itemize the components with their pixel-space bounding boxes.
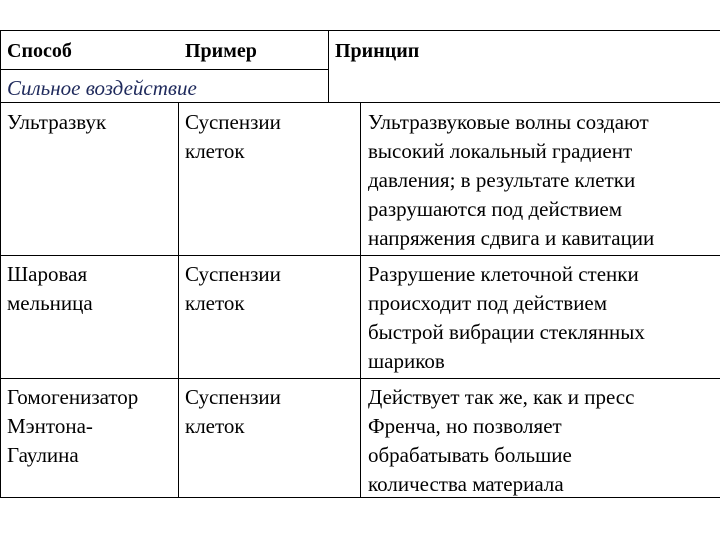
row3-example: Суспензии клеток	[185, 385, 281, 438]
header-principle: Принцип	[335, 40, 420, 62]
row2-principle: Разрушение клеточной стенки происходит под действием быстрой вибрации стеклянных шариков	[368, 262, 645, 373]
column-divider-1	[178, 102, 179, 498]
row3-principle: Действует так же, как и пресс Френча, но позволяет обрабатывать большие количества материала	[368, 385, 635, 496]
column-divider-header	[328, 30, 329, 103]
header-method: Способ	[7, 40, 72, 62]
row1-method: Ультразвук	[7, 110, 107, 134]
row3-method: Гомогенизатор Мэнтона- Гаулина	[7, 385, 139, 467]
table-border-left	[0, 30, 1, 498]
row1-example: Суспензии клеток	[185, 110, 281, 163]
row2-method: Шаровая мельница	[7, 262, 93, 315]
header-divider	[0, 69, 328, 70]
table-border-top	[0, 30, 720, 31]
row2-example: Суспензии клеток	[185, 262, 281, 315]
section-title: Сильное воздействие	[7, 76, 197, 100]
column-divider-2	[360, 102, 361, 498]
header-example: Пример	[185, 40, 257, 62]
row1-principle: Ультразвуковые волны создают высокий локальный градиент давления; в результате клетки разрушаются под действием напряжения сдвига и кавитации	[368, 110, 655, 250]
